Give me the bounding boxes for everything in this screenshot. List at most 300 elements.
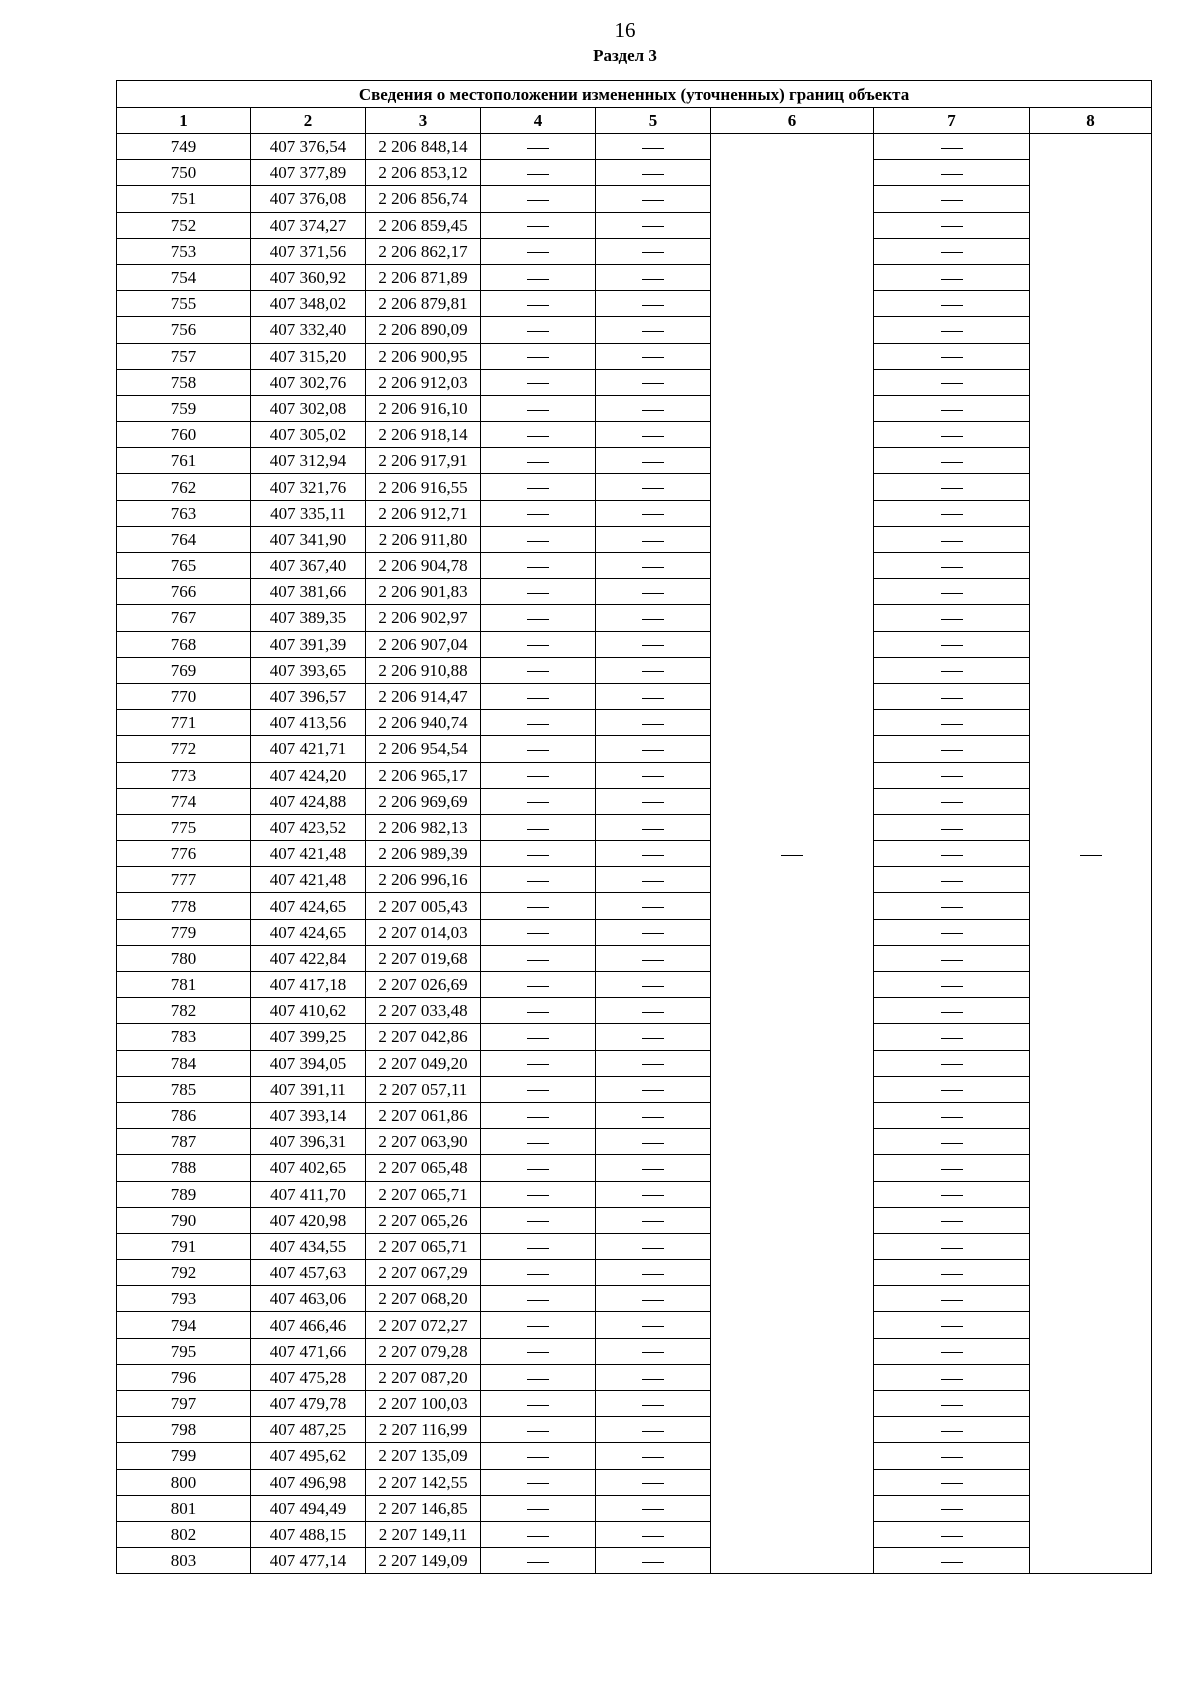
- coordinate-y: 2 207 067,29: [366, 1260, 481, 1286]
- column-4-dash: [481, 867, 596, 893]
- coordinate-x: 407 391,39: [251, 631, 366, 657]
- column-4-dash: [481, 1391, 596, 1417]
- dash-mark: [642, 776, 664, 777]
- dash-mark: [642, 148, 664, 149]
- column-5-dash: [596, 919, 711, 945]
- table-row: [117, 395, 1152, 421]
- point-number: 795: [117, 1338, 251, 1364]
- column-4-dash: [481, 683, 596, 709]
- dash-mark: [527, 1431, 549, 1432]
- column-5-dash: [596, 1129, 711, 1155]
- column-5-dash: [596, 1443, 711, 1469]
- column-5-dash: [596, 814, 711, 840]
- column-7-dash: [874, 1312, 1030, 1338]
- point-number: 798: [117, 1417, 251, 1443]
- dash-mark: [941, 226, 963, 227]
- column-4-dash: [481, 631, 596, 657]
- column-4-dash: [481, 553, 596, 579]
- dash-mark: [941, 1274, 963, 1275]
- point-number: 763: [117, 500, 251, 526]
- column-4-dash: [481, 814, 596, 840]
- table-row: [117, 1548, 1152, 1574]
- coordinate-x: 407 371,56: [251, 238, 366, 264]
- point-number: 767: [117, 605, 251, 631]
- coordinate-y: 2 207 146,85: [366, 1495, 481, 1521]
- dash-mark: [527, 1326, 549, 1327]
- table-row: [117, 1102, 1152, 1128]
- column-4-dash: [481, 657, 596, 683]
- dash-mark: [781, 855, 803, 856]
- point-number: 762: [117, 474, 251, 500]
- coordinate-y: 2 207 042,86: [366, 1024, 481, 1050]
- dash-mark: [527, 619, 549, 620]
- dash-mark: [941, 1117, 963, 1118]
- column-5-dash: [596, 1207, 711, 1233]
- coordinate-y: 2 207 065,71: [366, 1181, 481, 1207]
- table-row: [117, 1469, 1152, 1495]
- coordinate-y: 2 206 890,09: [366, 317, 481, 343]
- coordinate-y: 2 207 149,09: [366, 1548, 481, 1574]
- table-row: [117, 1233, 1152, 1259]
- dash-mark: [642, 855, 664, 856]
- table-row: [117, 474, 1152, 500]
- coordinate-y: 2 207 087,20: [366, 1364, 481, 1390]
- column-7-dash: [874, 264, 1030, 290]
- dash-mark: [1080, 855, 1102, 856]
- dash-mark: [527, 1352, 549, 1353]
- column-5-dash: [596, 212, 711, 238]
- column-5-dash: [596, 1024, 711, 1050]
- column-7-dash: [874, 1260, 1030, 1286]
- coordinate-y: 2 207 063,90: [366, 1129, 481, 1155]
- column-7-dash: [874, 317, 1030, 343]
- dash-mark: [527, 776, 549, 777]
- column-4-dash: [481, 395, 596, 421]
- column-5-dash: [596, 605, 711, 631]
- coordinate-x: 407 360,92: [251, 264, 366, 290]
- dash-mark: [642, 436, 664, 437]
- table-row: [117, 1286, 1152, 1312]
- table-row: [117, 762, 1152, 788]
- dash-mark: [941, 619, 963, 620]
- dash-mark: [527, 802, 549, 803]
- dash-mark: [642, 541, 664, 542]
- column-5-dash: [596, 710, 711, 736]
- table-row: [117, 1260, 1152, 1286]
- table-row: [117, 893, 1152, 919]
- column-4-dash: [481, 474, 596, 500]
- column-7-dash: [874, 369, 1030, 395]
- dash-mark: [642, 1431, 664, 1432]
- dash-mark: [642, 593, 664, 594]
- coordinate-y: 2 207 065,71: [366, 1233, 481, 1259]
- dash-mark: [642, 907, 664, 908]
- column-4-dash: [481, 1338, 596, 1364]
- dash-mark: [941, 1431, 963, 1432]
- dash-mark: [642, 331, 664, 332]
- column-5-dash: [596, 526, 711, 552]
- table-row: [117, 579, 1152, 605]
- column-number: 1: [117, 108, 251, 134]
- dash-mark: [941, 933, 963, 934]
- dash-mark: [527, 986, 549, 987]
- dash-mark: [642, 1248, 664, 1249]
- column-7-dash: [874, 1102, 1030, 1128]
- table-row: [117, 1364, 1152, 1390]
- coordinate-y: 2 206 914,47: [366, 683, 481, 709]
- dash-mark: [941, 1248, 963, 1249]
- column-4-dash: [481, 317, 596, 343]
- column-4-dash: [481, 1417, 596, 1443]
- dash-mark: [941, 1352, 963, 1353]
- coordinate-y: 2 207 100,03: [366, 1391, 481, 1417]
- column-number: 3: [366, 108, 481, 134]
- table-row: [117, 1129, 1152, 1155]
- column-7-dash: [874, 186, 1030, 212]
- table-row: [117, 1417, 1152, 1443]
- dash-mark: [941, 357, 963, 358]
- point-number: 772: [117, 736, 251, 762]
- dash-mark: [941, 1169, 963, 1170]
- column-5-dash: [596, 1364, 711, 1390]
- dash-mark: [527, 488, 549, 489]
- table-row: [117, 1312, 1152, 1338]
- coordinate-y: 2 207 014,03: [366, 919, 481, 945]
- column-7-dash: [874, 1286, 1030, 1312]
- column-5-dash: [596, 553, 711, 579]
- dash-mark: [527, 645, 549, 646]
- column-5-dash: [596, 1050, 711, 1076]
- column-7-dash: [874, 1181, 1030, 1207]
- coordinate-y: 2 206 912,03: [366, 369, 481, 395]
- dash-mark: [642, 1012, 664, 1013]
- table-caption: Сведения о местоположении измененных (уточненных) границ объекта: [117, 81, 1152, 108]
- column-7-dash: [874, 1391, 1030, 1417]
- coordinate-y: 2 207 065,26: [366, 1207, 481, 1233]
- coordinate-x: 407 396,57: [251, 683, 366, 709]
- dash-mark: [527, 279, 549, 280]
- dash-mark: [527, 567, 549, 568]
- coordinate-y: 2 206 916,10: [366, 395, 481, 421]
- dash-mark: [642, 724, 664, 725]
- column-5-dash: [596, 1338, 711, 1364]
- dash-mark: [642, 174, 664, 175]
- dash-mark: [527, 200, 549, 201]
- coordinate-y: 2 206 900,95: [366, 343, 481, 369]
- point-number: 781: [117, 972, 251, 998]
- column-4-dash: [481, 998, 596, 1024]
- column-5-dash: [596, 448, 711, 474]
- column-4-dash: [481, 1286, 596, 1312]
- coordinate-x: 407 421,48: [251, 841, 366, 867]
- column-4-dash: [481, 1260, 596, 1286]
- column-8-merged-dash: [1030, 134, 1152, 1574]
- dash-mark: [941, 436, 963, 437]
- dash-mark: [642, 1038, 664, 1039]
- dash-mark: [527, 410, 549, 411]
- column-4-dash: [481, 186, 596, 212]
- point-number: 751: [117, 186, 251, 212]
- dash-mark: [642, 1169, 664, 1170]
- point-number: 799: [117, 1443, 251, 1469]
- coordinate-x: 407 477,14: [251, 1548, 366, 1574]
- point-number: 760: [117, 422, 251, 448]
- table-row: [117, 1338, 1152, 1364]
- dash-mark: [941, 200, 963, 201]
- column-7-dash: [874, 1548, 1030, 1574]
- point-number: 750: [117, 160, 251, 186]
- dash-mark: [527, 933, 549, 934]
- dash-mark: [642, 1562, 664, 1563]
- dash-mark: [642, 488, 664, 489]
- coordinate-x: 407 424,88: [251, 788, 366, 814]
- point-number: 796: [117, 1364, 251, 1390]
- dash-mark: [642, 1483, 664, 1484]
- point-number: 800: [117, 1469, 251, 1495]
- coordinate-x: 407 471,66: [251, 1338, 366, 1364]
- column-5-dash: [596, 683, 711, 709]
- coordinate-x: 407 374,27: [251, 212, 366, 238]
- table-row: [117, 1495, 1152, 1521]
- column-4-dash: [481, 972, 596, 998]
- column-5-dash: [596, 264, 711, 290]
- dash-mark: [527, 1405, 549, 1406]
- column-4-dash: [481, 343, 596, 369]
- column-4-dash: [481, 500, 596, 526]
- point-number: 793: [117, 1286, 251, 1312]
- dash-mark: [527, 174, 549, 175]
- dash-mark: [642, 200, 664, 201]
- dash-mark: [642, 1064, 664, 1065]
- dash-mark: [941, 1509, 963, 1510]
- dash-mark: [642, 750, 664, 751]
- column-5-dash: [596, 395, 711, 421]
- column-4-dash: [481, 448, 596, 474]
- column-5-dash: [596, 631, 711, 657]
- column-number: 8: [1030, 108, 1152, 134]
- column-5-dash: [596, 1495, 711, 1521]
- column-7-dash: [874, 1024, 1030, 1050]
- column-5-dash: [596, 762, 711, 788]
- column-4-dash: [481, 526, 596, 552]
- column-5-dash: [596, 657, 711, 683]
- column-number: 5: [596, 108, 711, 134]
- column-7-dash: [874, 1050, 1030, 1076]
- point-number: 761: [117, 448, 251, 474]
- dash-mark: [642, 1457, 664, 1458]
- table-row: [117, 160, 1152, 186]
- column-7-dash: [874, 1495, 1030, 1521]
- table-row: [117, 134, 1152, 160]
- coordinate-x: 407 399,25: [251, 1024, 366, 1050]
- dash-mark: [941, 148, 963, 149]
- column-4-dash: [481, 1050, 596, 1076]
- point-number: 784: [117, 1050, 251, 1076]
- column-7-dash: [874, 1364, 1030, 1390]
- point-number: 775: [117, 814, 251, 840]
- dash-mark: [527, 881, 549, 882]
- coordinate-x: 407 463,06: [251, 1286, 366, 1312]
- coordinate-x: 407 413,56: [251, 710, 366, 736]
- column-5-dash: [596, 343, 711, 369]
- coordinate-y: 2 206 911,80: [366, 526, 481, 552]
- point-number: 758: [117, 369, 251, 395]
- coordinate-y: 2 206 879,81: [366, 291, 481, 317]
- dash-mark: [941, 252, 963, 253]
- dash-mark: [941, 960, 963, 961]
- column-5-dash: [596, 1521, 711, 1547]
- point-number: 780: [117, 945, 251, 971]
- coordinate-y: 2 206 969,69: [366, 788, 481, 814]
- column-5-dash: [596, 1417, 711, 1443]
- column-5-dash: [596, 422, 711, 448]
- dash-mark: [527, 1483, 549, 1484]
- coordinate-x: 407 367,40: [251, 553, 366, 579]
- table-row: [117, 605, 1152, 631]
- column-7-dash: [874, 395, 1030, 421]
- dash-mark: [527, 1274, 549, 1275]
- point-number: 755: [117, 291, 251, 317]
- table-row: [117, 972, 1152, 998]
- dash-mark: [941, 593, 963, 594]
- column-7-dash: [874, 1207, 1030, 1233]
- column-5-dash: [596, 1469, 711, 1495]
- dash-mark: [527, 1509, 549, 1510]
- coordinate-y: 2 206 996,16: [366, 867, 481, 893]
- coordinate-y: 2 206 871,89: [366, 264, 481, 290]
- coordinate-x: 407 335,11: [251, 500, 366, 526]
- dash-mark: [527, 593, 549, 594]
- coordinate-y: 2 207 079,28: [366, 1338, 481, 1364]
- column-4-dash: [481, 1076, 596, 1102]
- dash-mark: [527, 1457, 549, 1458]
- column-7-dash: [874, 526, 1030, 552]
- table-row: [117, 369, 1152, 395]
- column-5-dash: [596, 134, 711, 160]
- point-number: 782: [117, 998, 251, 1024]
- coordinate-x: 407 494,49: [251, 1495, 366, 1521]
- dash-mark: [527, 305, 549, 306]
- column-7-dash: [874, 134, 1030, 160]
- table-row: [117, 1024, 1152, 1050]
- table-row: [117, 998, 1152, 1024]
- dash-mark: [642, 1536, 664, 1537]
- point-number: 776: [117, 841, 251, 867]
- column-number: 4: [481, 108, 596, 134]
- dash-mark: [642, 1221, 664, 1222]
- column-4-dash: [481, 893, 596, 919]
- column-5-dash: [596, 474, 711, 500]
- dash-mark: [642, 252, 664, 253]
- dash-mark: [527, 514, 549, 515]
- point-number: 749: [117, 134, 251, 160]
- column-4-dash: [481, 422, 596, 448]
- column-number: 6: [711, 108, 874, 134]
- column-5-dash: [596, 1181, 711, 1207]
- dash-mark: [941, 279, 963, 280]
- column-4-dash: [481, 762, 596, 788]
- coordinate-y: 2 206 989,39: [366, 841, 481, 867]
- coordinate-y: 2 206 916,55: [366, 474, 481, 500]
- table-row: [117, 1181, 1152, 1207]
- coordinate-x: 407 434,55: [251, 1233, 366, 1259]
- point-number: 756: [117, 317, 251, 343]
- dash-mark: [642, 802, 664, 803]
- dash-mark: [527, 1562, 549, 1563]
- dash-mark: [527, 1221, 549, 1222]
- dash-mark: [527, 1195, 549, 1196]
- column-5-dash: [596, 1391, 711, 1417]
- coordinate-y: 2 207 149,11: [366, 1521, 481, 1547]
- point-number: 764: [117, 526, 251, 552]
- coordinate-x: 407 348,02: [251, 291, 366, 317]
- dash-mark: [527, 750, 549, 751]
- dash-mark: [527, 1038, 549, 1039]
- dash-mark: [527, 1300, 549, 1301]
- column-7-dash: [874, 238, 1030, 264]
- dash-mark: [642, 1274, 664, 1275]
- dash-mark: [941, 1457, 963, 1458]
- column-7-dash: [874, 212, 1030, 238]
- dash-mark: [642, 1352, 664, 1353]
- column-7-dash: [874, 893, 1030, 919]
- point-number: 765: [117, 553, 251, 579]
- coordinate-y: 2 207 005,43: [366, 893, 481, 919]
- coordinate-x: 407 315,20: [251, 343, 366, 369]
- point-number: 789: [117, 1181, 251, 1207]
- dash-mark: [941, 1326, 963, 1327]
- coordinate-x: 407 381,66: [251, 579, 366, 605]
- table-row: [117, 1207, 1152, 1233]
- dash-mark: [527, 383, 549, 384]
- dash-mark: [941, 383, 963, 384]
- coordinate-y: 2 207 019,68: [366, 945, 481, 971]
- column-5-dash: [596, 1102, 711, 1128]
- dash-mark: [527, 1143, 549, 1144]
- coordinate-y: 2 206 862,17: [366, 238, 481, 264]
- column-7-dash: [874, 762, 1030, 788]
- dash-mark: [941, 1064, 963, 1065]
- dash-mark: [941, 1143, 963, 1144]
- coordinate-y: 2 207 026,69: [366, 972, 481, 998]
- column-4-dash: [481, 291, 596, 317]
- column-7-dash: [874, 1129, 1030, 1155]
- column-7-dash: [874, 631, 1030, 657]
- column-4-dash: [481, 134, 596, 160]
- coordinate-x: 407 393,14: [251, 1102, 366, 1128]
- column-7-dash: [874, 1417, 1030, 1443]
- column-4-dash: [481, 1521, 596, 1547]
- column-number: 7: [874, 108, 1030, 134]
- coordinate-y: 2 206 853,12: [366, 160, 481, 186]
- table-row: [117, 841, 1152, 867]
- column-7-dash: [874, 1521, 1030, 1547]
- point-number: 801: [117, 1495, 251, 1521]
- coordinate-x: 407 479,78: [251, 1391, 366, 1417]
- point-number: 803: [117, 1548, 251, 1574]
- dash-mark: [941, 1536, 963, 1537]
- table-body: [117, 134, 1152, 1574]
- dash-mark: [642, 305, 664, 306]
- column-7-dash: [874, 867, 1030, 893]
- coordinate-x: 407 341,90: [251, 526, 366, 552]
- column-4-dash: [481, 1102, 596, 1128]
- dash-mark: [527, 724, 549, 725]
- point-number: 771: [117, 710, 251, 736]
- coordinate-y: 2 206 918,14: [366, 422, 481, 448]
- column-6-merged-dash: [711, 134, 874, 1574]
- point-number: 786: [117, 1102, 251, 1128]
